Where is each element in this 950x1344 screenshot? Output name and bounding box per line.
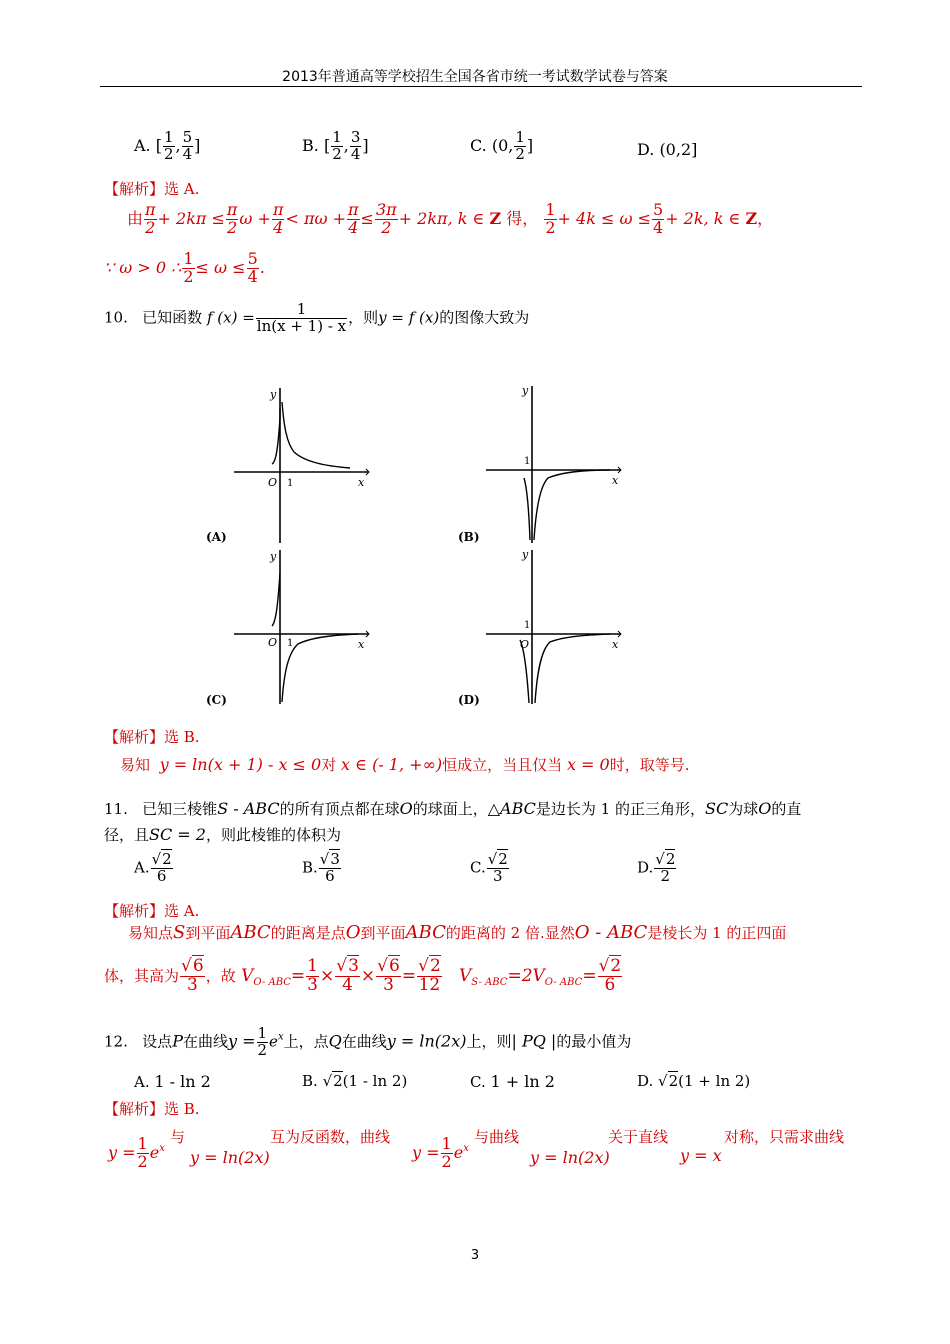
q10-solution: 易知 y = ln(x + 1) - x ≤ 0对 x ∈ (- 1, +∞)恒成立，当且仅当 x = 0时，取等号. bbox=[120, 755, 690, 774]
graph-c bbox=[206, 550, 369, 707]
q12-option-d: D. √2(1 + ln 2) bbox=[637, 1072, 751, 1090]
header-rule bbox=[100, 86, 862, 87]
q12-sol-expr-4: y = ln(2x) bbox=[530, 1148, 610, 1167]
graph-d-origin: O bbox=[520, 638, 530, 651]
q9-option-a: A. [ $\frac{1}{2}$ , $\frac{5}{4}$ ] bbox=[134, 128, 201, 163]
graph-d-one: 1 bbox=[524, 620, 531, 631]
graph-c-y-label: y bbox=[270, 550, 277, 563]
q12-sol-word-d: 关于直线 bbox=[608, 1128, 669, 1146]
q12-sol-word-a: 与 bbox=[170, 1128, 186, 1146]
graph-c-x-label: x bbox=[358, 638, 365, 651]
q11-option-a: A. $\frac{√2}{6}$ bbox=[134, 850, 172, 885]
q12-sol-expr-1: y = $\frac{1}{2}$ $e^x$ bbox=[108, 1134, 165, 1171]
q11-stem-line1: 11. 已知三棱锥S - ABC的所有顶点都在球O的球面上，△ABC是边长为 1 的正三角形，SC为球O的直 bbox=[104, 799, 802, 818]
q12-answer-tag: 【解析】选 B. bbox=[104, 1100, 200, 1118]
graph-d bbox=[458, 548, 621, 707]
graph-d-y-label: y bbox=[522, 548, 529, 561]
q11-solution-line1: 易知点S到平面ABC的距离是点O到平面ABC的距离的 2 倍.显然O - ABC是棱长为 1 的正四面 bbox=[128, 922, 787, 943]
q11-option-c: C. $\frac{√2}{3}$ bbox=[470, 850, 508, 885]
q9-option-c: C. (0, $\frac{1}{2}$ ] bbox=[470, 128, 534, 163]
graph-b-label: (B) bbox=[458, 530, 480, 544]
q12-sol-word-e: 对称，只需求曲线 bbox=[724, 1128, 845, 1146]
q11-option-d: D. $\frac{√2}{2}$ bbox=[637, 850, 676, 885]
q12-option-c: C. 1 + ln 2 bbox=[470, 1072, 555, 1091]
graph-d-label: (D) bbox=[458, 693, 480, 707]
q12-option-b: B. √2(1 - ln 2) bbox=[302, 1072, 408, 1090]
q9-solution-line2: ∵ ω > 0 ∴ $\frac{1}{2}$ ≤ ω ≤ $\frac{5}{4}$ . bbox=[104, 249, 265, 286]
graph-b-y-label: y bbox=[522, 384, 529, 397]
graph-c-origin: O bbox=[268, 636, 278, 649]
graph-b-one: 1 bbox=[524, 456, 531, 467]
graph-a-one: 1 bbox=[287, 478, 294, 489]
page-header: 2013年普通高等学校招生全国各省市统一考试数学试卷与答案 bbox=[282, 69, 668, 85]
graph-c-one: 1 bbox=[287, 638, 294, 649]
q11-solution-line2: 体，其高为 $\frac{√6}{3}$ ，故 $V_{O- ABC}=$ $\frac{1}{3}$ × $\frac{√3}{4}$ × $\frac{√6}{3}$ = $\frac{√2}{12}$ $V_{S- ABC}=2V_{O- ABC}=$ $\frac{√2}{6}$ bbox=[104, 956, 622, 995]
graph-a-origin: O bbox=[268, 476, 278, 489]
q9-answer-tag: 【解析】选 A. bbox=[104, 180, 200, 198]
graph-b bbox=[458, 384, 621, 544]
q10-answer-tag: 【解析】选 B. bbox=[104, 728, 200, 746]
q10-graphs-figure bbox=[190, 378, 650, 708]
graph-c-label: (C) bbox=[206, 693, 227, 707]
graph-a-x-label: x bbox=[358, 476, 365, 489]
q12-sol-word-c: 与曲线 bbox=[474, 1128, 520, 1146]
q12-sol-expr-3: y = $\frac{1}{2}$ $e^x$ bbox=[412, 1134, 469, 1171]
q12-sol-expr-5: y = x bbox=[680, 1146, 722, 1165]
q11-stem-line2: 径，且SC = 2，则此棱锥的体积为 bbox=[104, 825, 341, 844]
q12-sol-expr-2: y = ln(2x) bbox=[190, 1148, 270, 1167]
q11-option-b: B. $\frac{√3}{6}$ bbox=[302, 850, 340, 885]
graph-d-x-label: x bbox=[612, 638, 619, 651]
page-number: 3 bbox=[470, 1248, 480, 1263]
q12-sol-word-b: 互为反函数，曲线 bbox=[270, 1128, 391, 1146]
graph-a-label: (A) bbox=[206, 530, 227, 544]
q9-option-b: B. [ $\frac{1}{2}$ , $\frac{3}{4}$ ] bbox=[302, 128, 369, 163]
q12-stem: 12. 设点P在曲线y = $\frac{1}{2}$ $e^x$上，点Q在曲线y = ln(2x)上，则| PQ |的最小值为 bbox=[104, 1024, 632, 1059]
graph-a bbox=[206, 388, 369, 544]
graph-a-y-label: y bbox=[270, 388, 277, 401]
q9-option-d: D. (0,2] bbox=[637, 140, 698, 159]
q11-answer-tag: 【解析】选 A. bbox=[104, 902, 200, 920]
graph-b-x-label: x bbox=[612, 474, 619, 487]
q12-option-a: A. 1 - ln 2 bbox=[134, 1072, 211, 1091]
q9-solution-line1: 由 $\frac{\pi}{2}$ + 2kπ ≤ $\frac{\pi}{2}$ ω + $\frac{\pi}{4}$ < πω + $\frac{\pi}{4}$ ≤ $\frac{3\pi}{2}$ + 2kπ, k ∈ Z 得， $\frac{1}{2}$ + 4k ≤ ω ≤ $\frac{5}{4}$ + 2k, k ∈ Z， bbox=[127, 200, 774, 237]
q10-stem: 10. 已知函数 f (x) = $\frac{1}{\ln(x + 1) - x}$ ，则y = f (x)的图像大致为 bbox=[104, 300, 530, 335]
